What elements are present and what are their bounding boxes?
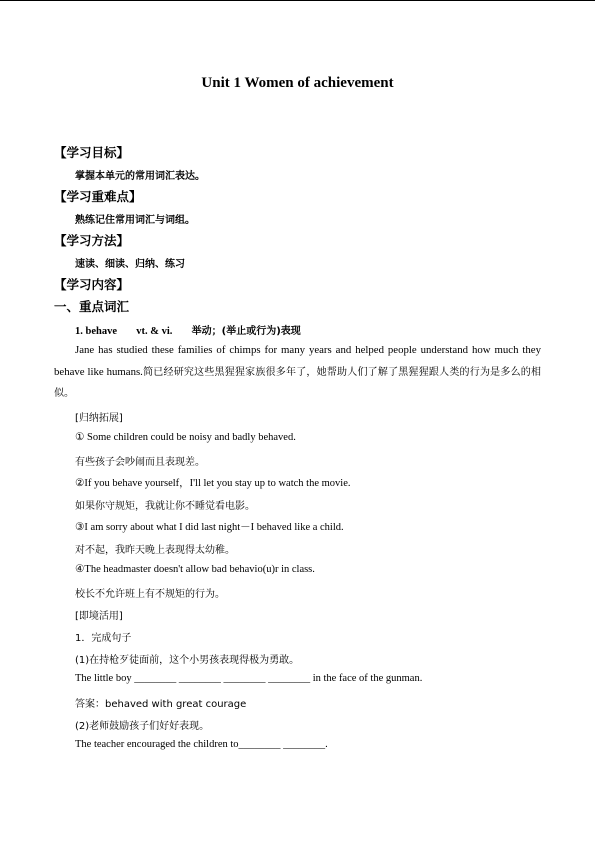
example-2-english: ②If you behave yourself，I'll let you stay up to watch the movie. <box>75 478 351 489</box>
part-of-speech: vt. & vi. <box>136 326 173 337</box>
expand-label: [归纳拓展] <box>75 413 123 424</box>
focus-text: 熟练记住常用词汇与词组。 <box>75 215 195 226</box>
headword: 1. behave <box>75 326 117 337</box>
question-1-english: The little boy ________ ________ ________ ________ in the face of the gunman. <box>75 673 423 684</box>
content-heading: 【学习内容】 <box>54 277 130 292</box>
question-1-chinese: (1)在持枪歹徒面前，这个小男孩表现得极为勇敢。 <box>75 655 300 666</box>
example-paragraph <box>54 340 541 405</box>
page-title: Unit 1 Women of achievement <box>201 75 394 91</box>
headword-line <box>75 322 301 337</box>
example-4-chinese: 校长不允许班上有不规矩的行为。 <box>75 589 225 600</box>
example-1-chinese: 有些孩子会吵闹而且表现差。 <box>75 457 205 468</box>
question-2-english: The teacher encouraged the children to________ ________. <box>75 739 328 750</box>
headword-meaning: 举动；(举止或行为)表现 <box>191 326 301 337</box>
example-4-english: ④The headmaster doesn't allow bad behavio(u)r in class. <box>75 564 315 575</box>
focus-heading: 【学习重难点】 <box>54 189 142 204</box>
method-text: 速读、细读、归纳、练习 <box>75 259 185 270</box>
goal-heading: 【学习目标】 <box>54 145 130 160</box>
example-3-chinese: 对不起，我昨天晚上表现得太幼稚。 <box>75 545 235 556</box>
vocab-section-heading: 一、重点词汇 <box>54 299 130 314</box>
method-heading: 【学习方法】 <box>54 233 130 248</box>
example-paragraph-chinese: 简已经研究这些黑猩猩家族很多年了，她帮助人们了解了黑猩猩跟人类的行为是多么的相似。 <box>54 366 542 399</box>
example-1-english: ① Some children could be noisy and badly behaved. <box>75 432 296 443</box>
example-2-chinese: 如果你守规矩，我就让你不睡觉看电影。 <box>75 501 255 512</box>
task-label: 1．完成句子 <box>75 633 132 644</box>
practice-label: [即境活用] <box>75 611 123 622</box>
example-3-english: ③I am sorry about what I did last night－I behaved like a child. <box>75 522 344 533</box>
goal-text: 掌握本单元的常用词汇表达。 <box>75 171 205 182</box>
question-1-answer: 答案：behaved with great courage <box>75 699 247 710</box>
question-2-chinese: (2)老师鼓励孩子们好好表现。 <box>75 721 210 732</box>
example-paragraph-english: Jane has studied these families of chimps for many years and helped people understand how much they behave like humans. <box>54 344 541 378</box>
